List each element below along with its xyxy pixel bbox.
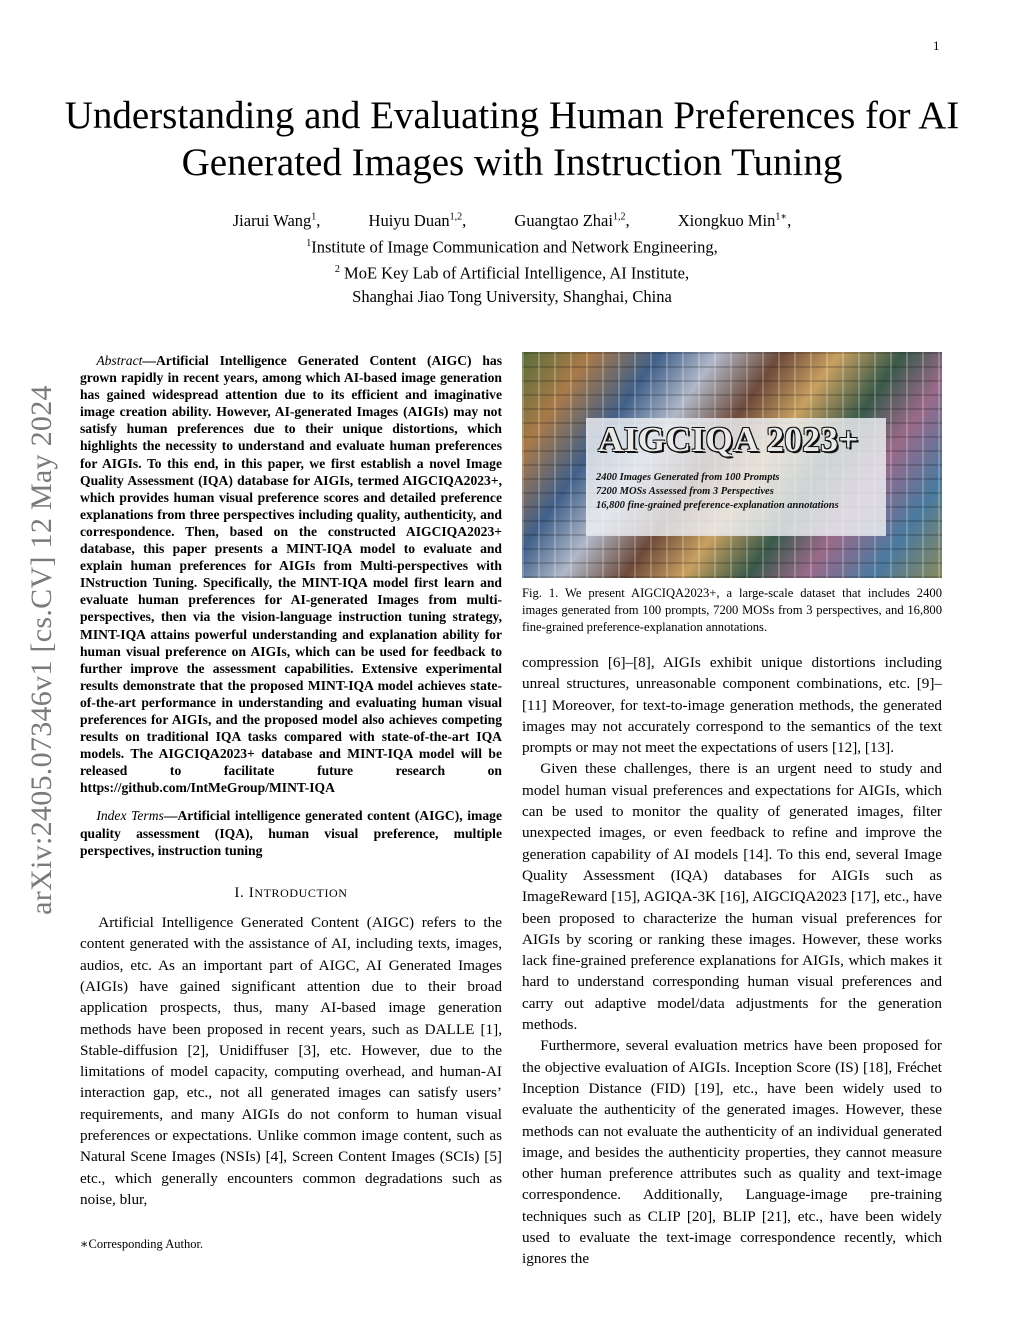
paper-title: Understanding and Evaluating Human Preferences for AI Generated Images with Instruction Tuning [64, 94, 960, 184]
affiliation: $^2$ MoE Key Lab of Artificial Intelligence, AI Institute, [334, 263, 690, 283]
affiliation: $^1$Institute of Image Communication and Network Engineering, [306, 237, 718, 256]
figure-stat: 2400 Images Generated from 100 Prompts [596, 472, 780, 483]
author: Guangtao Zhai$^{1,2}$, [514, 210, 630, 230]
author-block [100, 205, 924, 308]
arxiv-identifier: arXiv:2405.07346v1 [cs.CV] 12 May 2024 [25, 385, 58, 915]
footnote: ∗Corresponding Author. [80, 1237, 204, 1251]
figure-caption: Fig. 1. We present AIGCIQA2023+, a large-scale dataset that includes 2400 images generated from 100 prompts, 7200 MOSs from 3 perspectives, and 16,800 fine-grained preference-explanation annotations. [522, 586, 942, 634]
body-paragraph: Furthermore, several evaluation metrics have been proposed for the objective evaluation of AIGIs. Inception Score (IS) [18], Fréchet Inception Distance (FID) [19], etc., have been widely used to evaluate the authenticity of the generated images. However, these methods can not evaluate the authenticity of an individual generated image, and besides the authenticity properties, they cannot measure other human preference attributes such as quality and text-image correspondence. Additionally, Language-image pre-training techniques such as CLIP [20], BLIP [21], etc., have been widely used to evaluate the text-image correspondence recently, which ignores the [522, 1037, 942, 1268]
index-terms: Index Terms—Artificial intelligence generated content (AIGC), image quality assessment (IQA), human visual preference, multiple perspectives, instruction tuning [80, 808, 502, 858]
body-paragraph: compression [6]–[8], AIGIs exhibit unique distortions including unreal structures, unreasonable component combinations, etc. [9]–[11] Moreover, for text-to-image generation methods, the generated images may not accurately correspond to the semantics of the text prompts or may not meet the expectations of users [12], [13]. [522, 654, 942, 757]
page-number: 1 [933, 38, 940, 53]
intro-paragraph: Artificial Intelligence Generated Content (AIGC) refers to the content generated with the assistance of AI, including texts, images, audios, etc. As an important part of AIGC, AI Generated Images (AIGIs) have gained significant attention due to their broad application prospects, thus, many AI-based image generation methods have been proposed in recent years, such as DALLE [1], Stable-diffusion [2], Unidiffuser [3], etc. However, due to the limitations of model capacity, computing overhead, and human-AI interaction gap, etc., not all generated images can satisfy users’ requirements, and many AIGIs do not conform to human visual preferences or expectations. Unlike common image content, such as Natural Scene Images (NSIs) [4], Screen Content Images (SCIs) [5] etc., which generally encounters common degradations such as noise, blur, [80, 914, 502, 1208]
section-heading: I. INTRODUCTION [234, 884, 348, 901]
figure-title: AIGCIQA 2023+ [598, 420, 859, 459]
left-column [80, 352, 502, 1210]
author: Jiarui Wang$^1$, [232, 210, 321, 230]
author: Huiyu Duan$^{1,2}$, [368, 210, 467, 230]
author: Xiongkuo Min$^{1∗}$, [677, 210, 792, 230]
affiliation: Shanghai Jiao Tong University, Shanghai, China [352, 286, 672, 306]
abstract: Abstract—Artificial Intelligence Generated Content (AIGC) has grown rapidly in recent years, among which AI-based image generation has gained widespread attention due to its efficient and imaginative image creation ability. However, AI-generated Images (AIGIs) may not satisfy human preferences due to their unique distortions, which highlights the necessity to understand and evaluate human preferences for AIGIs. To this end, in this paper, we first establish a novel Image Quality Assessment (IQA) database for AIGIs, termed AIGCIQA2023+, which provides human visual preference scores and detailed preference explanations from three perspectives including quality, authenticity, and correspondence. Then, based on the constructed AIGCIQA2023+ database, this paper presents a MINT-IQA model to evaluate and explain human preferences for AIGIs from Multi-perspectives with INstruction Tuning. Specifically, the MINT-IQA model first learn and evaluate human preferences for AI-generated Images from multi-perspectives, then via the vision-language instruction tuning strategy, MINT-IQA attains powerful understanding and explanation ability for human visual preference on AIGIs, which can be used for feedback to further improve the assessment capabilities. Extensive experimental results demonstrate that the proposed MINT-IQA model achieves state-of-the-art performance in understanding and evaluating human visual preferences for AIGIs, and the proposed model also achieves competing results on traditional IQA tasks compared with state-of-the-art IQA models. The AIGCIQA2023+ database and MINT-IQA model will be released to facilitate future research on https://github.com/IntMeGroup/MINT-IQA [80, 353, 502, 796]
right-column [522, 652, 942, 1270]
figure-stat: 16,800 fine-grained preference-explanation annotations [596, 500, 839, 511]
figure-stat: 7200 MOSs Assessed from 3 Perspectives [596, 486, 774, 497]
figure-1-image [522, 352, 942, 578]
author-list [100, 205, 924, 232]
body-paragraph: Given these challenges, there is an urgent need to study and model human visual preferences and expectations for AIGIs, which can be used to monitor the quality of generated images, filter unexpected images, or even feedback to refine and improve the generation capability of AI models [14]. To this end, several Image Quality Assessment (IQA) databases for AIGIs such as ImageReward [15], AGIQA-3K [16], AIGCIQA2023 [17], etc., have been proposed to characterize the human visual preferences for AIGIs by scoring or ranking these images. However, these works lack fine-grained preference explanations for AIGIs, which makes it hard to understand corresponding human visual preferences and carry out adaptive model/data adjustments for the generation methods. [522, 760, 942, 1034]
